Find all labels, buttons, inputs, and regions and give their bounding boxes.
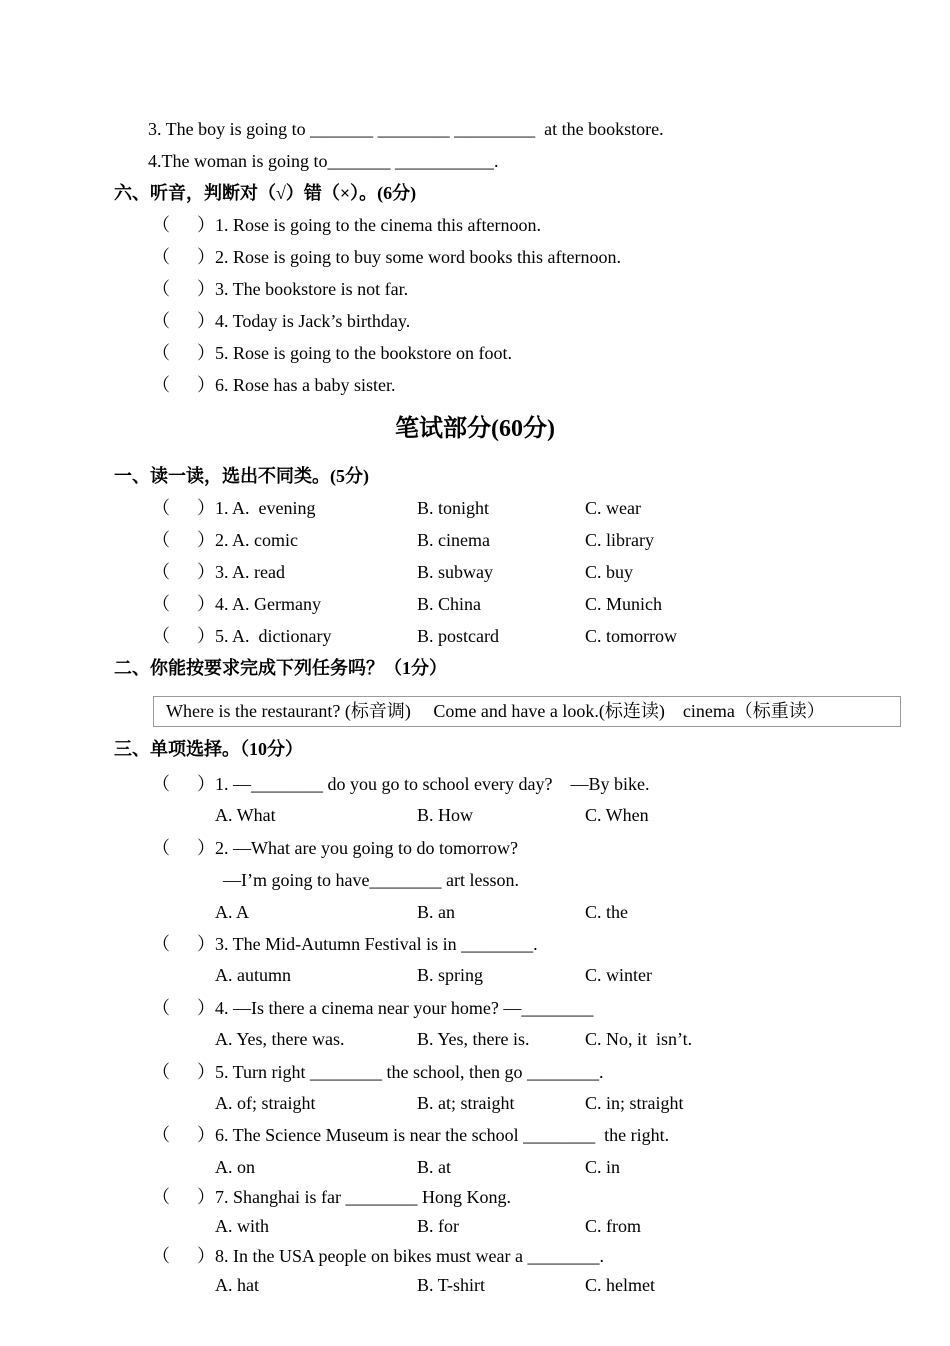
option-c: C. library: [585, 530, 654, 550]
answer-paren[interactable]: （ ）: [152, 774, 215, 794]
answer-paren[interactable]: （ ）: [152, 215, 215, 235]
answer-paren[interactable]: （ ）: [152, 1062, 215, 1082]
answer-paren[interactable]: （ ）: [152, 279, 215, 299]
answer-paren[interactable]: （ ）: [152, 1187, 215, 1207]
answer-paren[interactable]: （ ）: [152, 343, 215, 363]
page-title: 笔试部分(60分): [395, 416, 555, 442]
option-b: B. for: [417, 1216, 459, 1236]
question-stem: 6. The Science Museum is near the school ________ the right.: [215, 1125, 670, 1145]
option-a: A. autumn: [215, 965, 291, 985]
answer-paren[interactable]: （ ）: [152, 594, 215, 614]
option-b: B. at: [417, 1157, 451, 1177]
option-b: B. China: [417, 594, 482, 614]
option-a: 5. A. dictionary: [215, 626, 332, 646]
option-a: A. What: [215, 805, 276, 825]
question-stem: 8. In the USA people on bikes must wear a ________.: [215, 1246, 604, 1266]
answer-paren[interactable]: （ ）: [152, 375, 215, 395]
option-c: C. tomorrow: [585, 626, 677, 646]
option-a: A. on: [215, 1157, 255, 1177]
option-b: B. spring: [417, 965, 484, 985]
option-c: C. Munich: [585, 594, 663, 614]
answer-paren[interactable]: （ ）: [152, 498, 215, 518]
option-b: B. at; straight: [417, 1093, 515, 1113]
judge-item: 6. Rose has a baby sister.: [215, 375, 396, 395]
answer-paren[interactable]: （ ）: [152, 934, 215, 954]
option-b: B. cinema: [417, 530, 490, 550]
question-stem: 5. Turn right ________ the school, then go ________.: [215, 1062, 604, 1082]
judge-item: 2. Rose is going to buy some word books this afternoon.: [215, 247, 621, 267]
question-stem: 1. —________ do you go to school every day? —By bike.: [215, 774, 650, 794]
answer-paren[interactable]: （ ）: [152, 530, 215, 550]
option-a: 2. A. comic: [215, 530, 298, 550]
answer-paren[interactable]: （ ）: [152, 838, 215, 858]
question-stem: 3. The Mid-Autumn Festival is in ________.: [215, 934, 538, 954]
option-a: A. of; straight: [215, 1093, 316, 1113]
option-b: B. an: [417, 902, 455, 922]
option-b: B. postcard: [417, 626, 499, 646]
judge-item: 3. The bookstore is not far.: [215, 279, 409, 299]
answer-paren[interactable]: （ ）: [152, 1125, 215, 1145]
option-a: A. A: [215, 902, 250, 922]
task-box-text: Where is the restaurant? (标音调) Come and have a look.(标连读) cinema（标重读）: [166, 701, 825, 721]
option-b: B. T-shirt: [417, 1275, 486, 1295]
judge-item: 1. Rose is going to the cinema this afternoon.: [215, 215, 541, 235]
option-c: C. buy: [585, 562, 634, 582]
option-c: C. the: [585, 902, 628, 922]
part2-heading: 二、你能按要求完成下列任务吗？（1分）: [114, 658, 447, 678]
question-stem: 7. Shanghai is far ________ Hong Kong.: [215, 1187, 511, 1207]
judge-item: 5. Rose is going to the bookstore on foot.: [215, 343, 512, 363]
question-stem: 2. —What are you going to do tomorrow?: [215, 838, 518, 858]
option-c: C. When: [585, 805, 649, 825]
section6-heading: 六、听音，判断对（√）错（×）。(6分): [114, 183, 417, 203]
option-b: B. Yes, there is.: [417, 1029, 530, 1049]
judge-item: 4. Today is Jack’s birthday.: [215, 311, 411, 331]
part3-heading: 三、单项选择。（10分）: [114, 739, 303, 759]
option-a: A. Yes, there was.: [215, 1029, 345, 1049]
answer-paren[interactable]: （ ）: [152, 562, 215, 582]
option-c: C. winter: [585, 965, 652, 985]
option-b: B. tonight: [417, 498, 490, 518]
part1-heading: 一、读一读，选出不同类。(5分): [114, 466, 369, 486]
answer-paren[interactable]: （ ）: [152, 626, 215, 646]
option-c: C. No, it isn’t.: [585, 1029, 693, 1049]
task-box: [153, 696, 901, 727]
listening-q3: 3. The boy is going to _______ ________ _________ at the bookstore.: [148, 119, 664, 139]
option-b: B. How: [417, 805, 474, 825]
answer-paren[interactable]: （ ）: [152, 998, 215, 1018]
option-b: B. subway: [417, 562, 493, 582]
option-c: C. from: [585, 1216, 641, 1236]
option-c: C. helmet: [585, 1275, 655, 1295]
answer-paren[interactable]: （ ）: [152, 1246, 215, 1266]
option-a: 4. A. Germany: [215, 594, 321, 614]
question-stem-line2: —I’m going to have________ art lesson.: [223, 870, 519, 890]
question-stem: 4. —Is there a cinema near your home? —________: [215, 998, 594, 1018]
answer-paren[interactable]: （ ）: [152, 247, 215, 267]
option-a: A. with: [215, 1216, 269, 1236]
option-c: C. wear: [585, 498, 641, 518]
listening-q4: 4.The woman is going to_______ ___________.: [148, 151, 499, 171]
answer-paren[interactable]: （ ）: [152, 311, 215, 331]
option-a: A. hat: [215, 1275, 259, 1295]
option-c: C. in; straight: [585, 1093, 684, 1113]
option-a: 1. A. evening: [215, 498, 316, 518]
option-c: C. in: [585, 1157, 621, 1177]
option-a: 3. A. read: [215, 562, 285, 582]
